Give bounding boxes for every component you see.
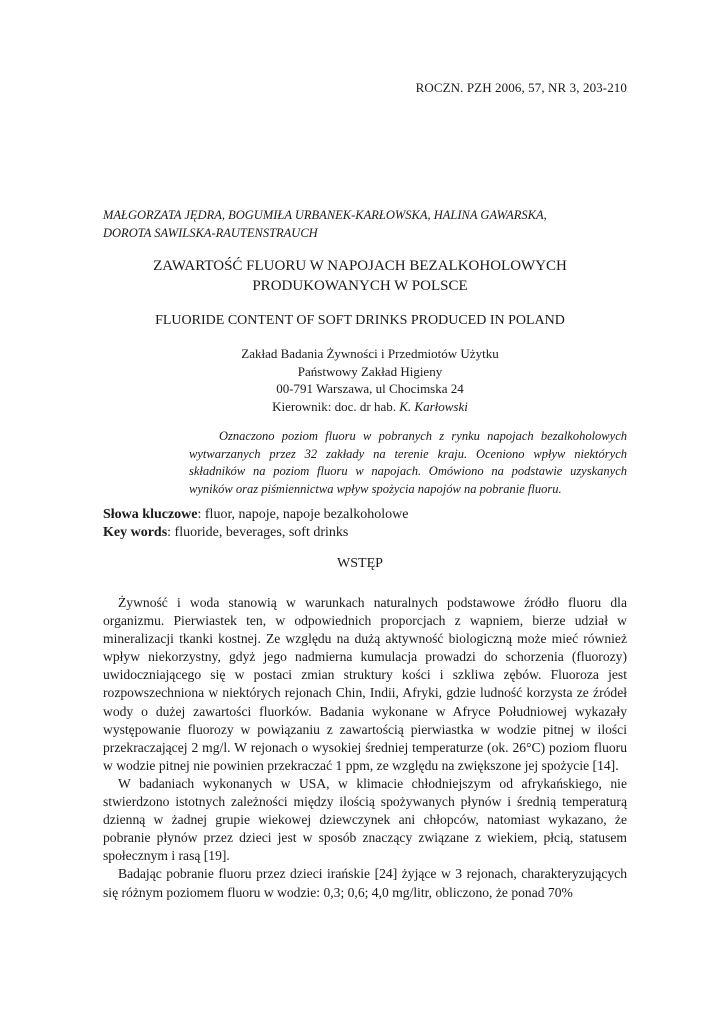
affiliation-line-1: Zakład Badania Żywności i Przedmiotów Użytku	[241, 346, 499, 361]
keywords-polish-values: : fluor, napoje, napoje bezalkoholowe	[197, 507, 409, 522]
head-name: K. Karłowski	[399, 398, 468, 414]
author-line-2: DOROTA SAWILSKA-RAUTENSTRAUCH	[103, 226, 318, 240]
affiliation-line-3: 00-791 Warszawa, ul Chocimska 24	[276, 381, 464, 396]
abstract: Oznaczono poziom fluoru w pobranych z rynku napojach bezalkoholowych wytwarzanych przez 32 zakłady na terenie kraju. Oceniono wpływ niektórych składników na poziom fluoru w napojach. Omówiono na podstawie uzyskanych wyników oraz piśmiennictwa wpływ spożycia napojów na pobranie fluoru.	[189, 429, 627, 496]
article-title-polish	[100, 256, 620, 296]
body-paragraph-2: W badaniach wykonanych w USA, w klimacie chłodniejszym od afrykańskiego, nie stwierdzono istotnych zależności między ilością spożywanych płynów i średnią temperaturą dzienną w żadnej grupie wiekowej dziewczynek ani chłopców, natomiast wykazano, że pobranie płynów przez dzieci jest w sposób znaczący związane z wiekiem, płcią, statusem społecznym i rasą [19].	[103, 775, 627, 864]
section-heading: WSTĘP	[337, 556, 383, 571]
body-paragraph-3: Badając pobranie fluoru przez dzieci irańskie [24] żyjące w 3 rejonach, charakteryzujących się różnym poziomem fluoru w wodzie: 0,3; 0,6; 4,0 mg/litr, obliczono, że ponad 70%	[103, 866, 627, 900]
keywords-polish	[103, 506, 623, 524]
author-list	[103, 206, 623, 242]
title-line-1: ZAWARTOŚĆ FLUORU W NAPOJACH BEZALKOHOLOWYCH	[153, 258, 567, 274]
keywords-english-label: Key words	[103, 525, 168, 540]
keywords-block	[103, 506, 623, 542]
author-line-1: MAŁGORZATA JĘDRA, BOGUMIŁA URBANEK-KARŁOWSKA, HALINA GAWARSKA,	[103, 208, 547, 222]
head-label: Kierownik: doc. dr hab.	[272, 398, 396, 414]
affiliation-line-2: Państwowy Zakład Higieny	[297, 363, 443, 379]
body-paragraph-1: Żywność i woda stanowią w warunkach naturalnych podstawowe źródło fluoru dla organizmu. Pierwiastek ten, w odpowiednich proporcjach z wapniem, bierze udział w mineralizacji tkanki kostnej. Ze względu na dużą aktywność biologiczną może mieć również wpływ niekorzystny, gdyż jego nadmierna kumulacja prowadzi do schorzenia (fluorozy) uwidoczniającego się w postaci zmian struktury kości i szkliwa zębów. Fluoroza jest rozpowszechniona w niektórych rejonach Chin, Indii, Afryki, gdzie ludność korzysta ze źródeł wody o dużej zawartości fluorków. Badania wykonane w Afryce Południowej wykazały występowanie fluorozy w powiązaniu z zawartością pierwiastka w wodzie pitnej w ilości przekraczającej 2 mg/l. W rejonach o wysokiej średniej temperaturze (ok. 26°C) poziom fluoru w wodzie pitnej nie powinien przekraczać 1 ppm, ze względu na zwiększone jej spożycie [14].	[103, 595, 627, 773]
article-title-english: FLUORIDE CONTENT OF SOFT DRINKS PRODUCED IN POLAND	[155, 313, 565, 328]
keywords-english-values: : fluoride, beverages, soft drinks	[167, 525, 349, 540]
title-line-2: PRODUKOWANYCH W POLSCE	[252, 278, 468, 294]
affiliation-head	[100, 398, 640, 416]
affiliation	[100, 345, 640, 415]
body-text	[103, 594, 627, 902]
keywords-polish-label: Słowa kluczowe	[103, 507, 198, 522]
journal-reference: ROCZN. PZH 2006, 57, NR 3, 203-210	[415, 80, 627, 95]
keywords-english	[103, 524, 623, 542]
